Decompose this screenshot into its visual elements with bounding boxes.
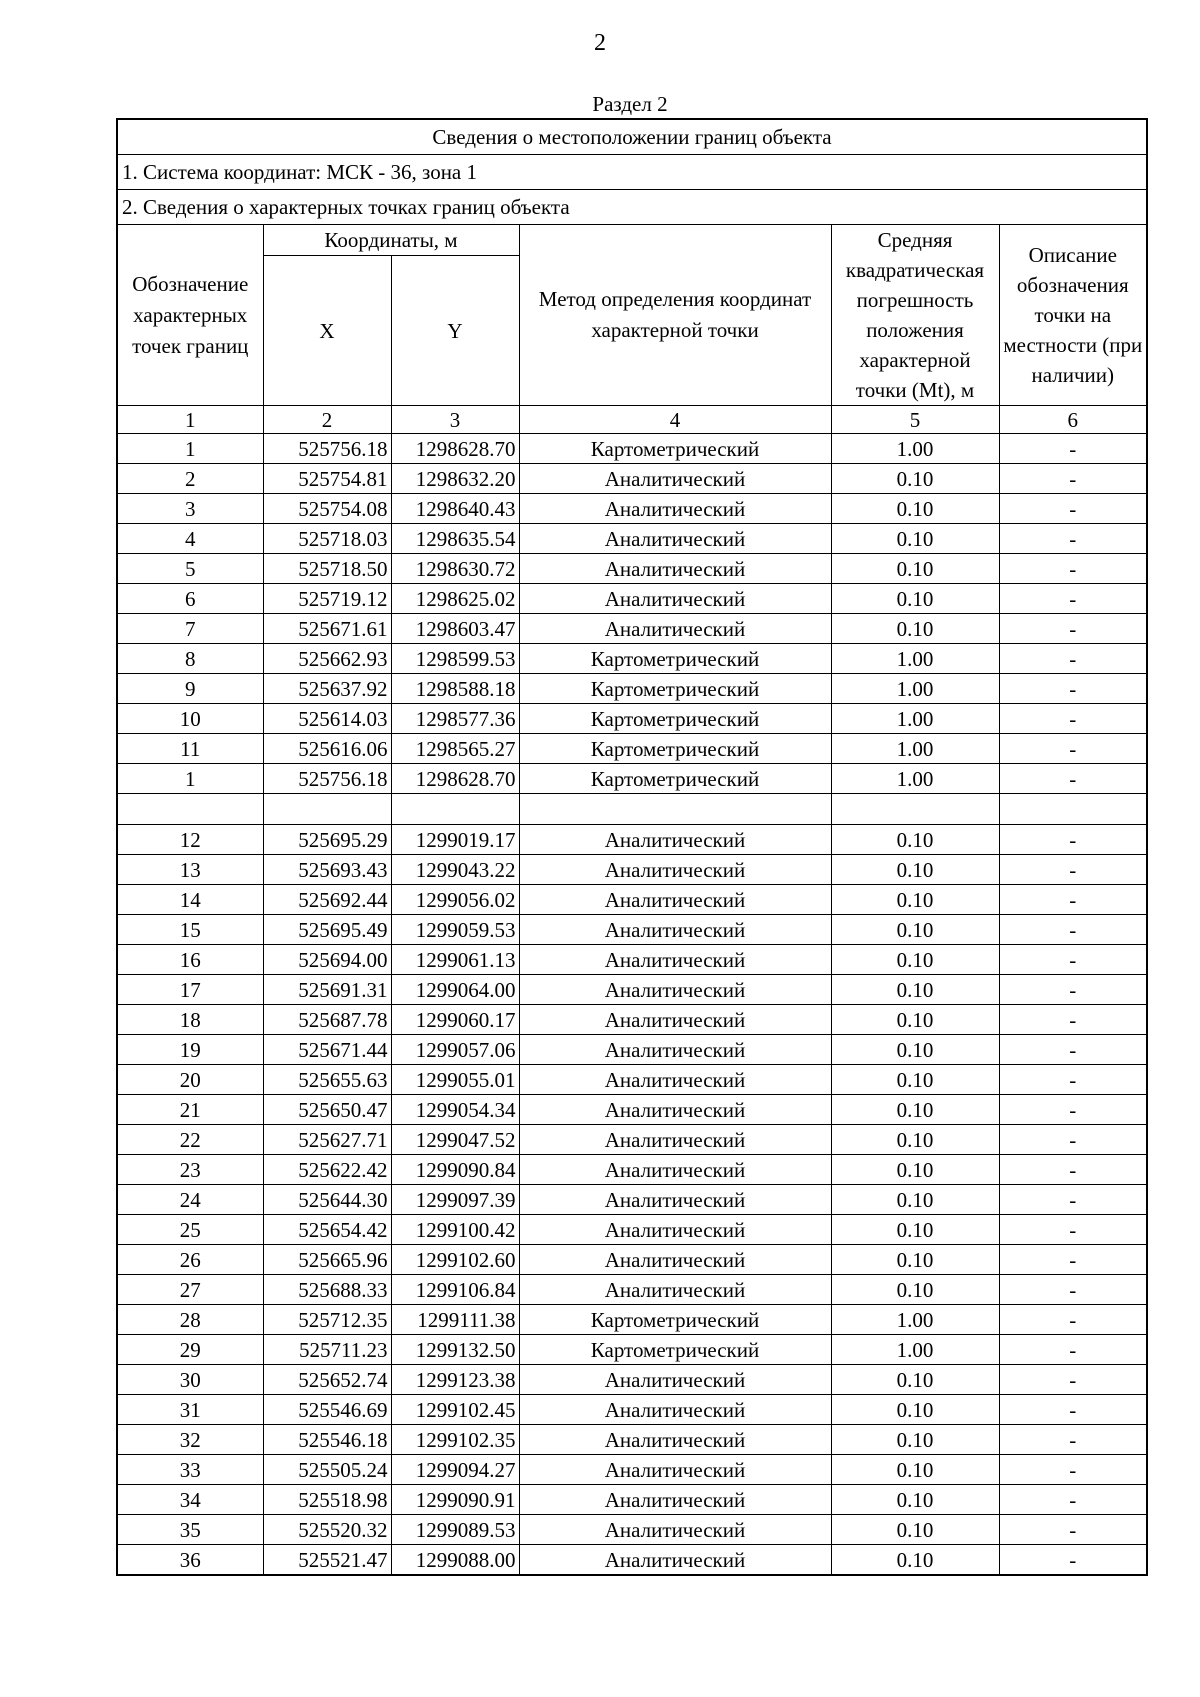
y-coordinate-cell: 1298577.36: [391, 704, 519, 734]
point-number-cell: 30: [117, 1365, 263, 1395]
x-coordinate-cell: 525719.12: [263, 584, 391, 614]
method-cell: Картометрический: [519, 704, 831, 734]
method-cell: Картометрический: [519, 1305, 831, 1335]
table-row: [117, 644, 1147, 674]
point-number-cell: 23: [117, 1155, 263, 1185]
error-cell: 0.10: [831, 1425, 999, 1455]
x-coordinate-cell: 525637.92: [263, 674, 391, 704]
table-row: [117, 1155, 1147, 1185]
empty-cell: [519, 794, 831, 825]
method-cell: Аналитический: [519, 1065, 831, 1095]
x-coordinate-cell: 525662.93: [263, 644, 391, 674]
y-coordinate-cell: 1298630.72: [391, 554, 519, 584]
y-coordinate-cell: 1299094.27: [391, 1455, 519, 1485]
point-number-cell: 7: [117, 614, 263, 644]
separator-row: [117, 794, 1147, 825]
method-cell: Аналитический: [519, 915, 831, 945]
description-cell: -: [999, 1275, 1147, 1305]
x-coordinate-cell: 525665.96: [263, 1245, 391, 1275]
description-cell: -: [999, 1155, 1147, 1185]
table-row: [117, 1545, 1147, 1576]
error-cell: 1.00: [831, 644, 999, 674]
x-coordinate-cell: 525695.49: [263, 915, 391, 945]
error-cell: 1.00: [831, 1335, 999, 1365]
point-number-cell: 31: [117, 1395, 263, 1425]
x-coordinate-cell: 525622.42: [263, 1155, 391, 1185]
table-row: [117, 584, 1147, 614]
x-coordinate-cell: 525616.06: [263, 734, 391, 764]
table-title: Сведения о местоположении границ объекта: [117, 119, 1147, 155]
point-number-cell: 35: [117, 1515, 263, 1545]
method-cell: Аналитический: [519, 1245, 831, 1275]
x-coordinate-cell: 525694.00: [263, 945, 391, 975]
x-coordinate-cell: 525671.61: [263, 614, 391, 644]
error-cell: 0.10: [831, 1065, 999, 1095]
header-error: Средняя квадратическая погрешность положения характерной точки (Mt), м: [831, 225, 999, 406]
y-coordinate-cell: 1299047.52: [391, 1125, 519, 1155]
y-coordinate-cell: 1298635.54: [391, 524, 519, 554]
point-number-cell: 8: [117, 644, 263, 674]
description-cell: -: [999, 1425, 1147, 1455]
description-cell: -: [999, 1455, 1147, 1485]
y-coordinate-cell: 1299088.00: [391, 1545, 519, 1576]
point-number-cell: 28: [117, 1305, 263, 1335]
description-cell: -: [999, 764, 1147, 794]
description-cell: -: [999, 1125, 1147, 1155]
point-number-cell: 4: [117, 524, 263, 554]
method-cell: Аналитический: [519, 1275, 831, 1305]
section-title: Раздел 2: [592, 92, 668, 116]
method-cell: Аналитический: [519, 1515, 831, 1545]
point-number-cell: 15: [117, 915, 263, 945]
error-cell: 0.10: [831, 1155, 999, 1185]
description-cell: -: [999, 1365, 1147, 1395]
error-cell: 0.10: [831, 1125, 999, 1155]
y-coordinate-cell: 1299054.34: [391, 1095, 519, 1125]
error-cell: 1.00: [831, 674, 999, 704]
x-coordinate-cell: 525671.44: [263, 1035, 391, 1065]
error-cell: 0.10: [831, 554, 999, 584]
method-cell: Аналитический: [519, 614, 831, 644]
x-coordinate-cell: 525520.32: [263, 1515, 391, 1545]
description-cell: -: [999, 1395, 1147, 1425]
point-number-cell: 14: [117, 885, 263, 915]
description-cell: -: [999, 915, 1147, 945]
description-cell: -: [999, 1545, 1147, 1576]
table-row: [117, 464, 1147, 494]
points-caption: 2. Сведения о характерных точках границ объекта: [117, 190, 1147, 225]
error-cell: 1.00: [831, 764, 999, 794]
page-number: 2: [594, 30, 606, 56]
error-cell: 0.10: [831, 1215, 999, 1245]
x-coordinate-cell: 525652.74: [263, 1365, 391, 1395]
error-cell: 0.10: [831, 945, 999, 975]
table-row: [117, 1515, 1147, 1545]
x-coordinate-cell: 525546.69: [263, 1395, 391, 1425]
x-coordinate-cell: 525644.30: [263, 1185, 391, 1215]
table-row: [117, 945, 1147, 975]
y-coordinate-cell: 1298628.70: [391, 764, 519, 794]
x-coordinate-cell: 525614.03: [263, 704, 391, 734]
error-cell: 0.10: [831, 584, 999, 614]
point-number-cell: 12: [117, 825, 263, 855]
header-description: Описание обозначения точки на местности (при наличии): [999, 225, 1147, 406]
table-row: [117, 1215, 1147, 1245]
point-number-cell: 10: [117, 704, 263, 734]
x-coordinate-cell: 525718.03: [263, 524, 391, 554]
table-row: [117, 764, 1147, 794]
table-row: [117, 1395, 1147, 1425]
header-x: X: [263, 256, 391, 406]
table-row: [117, 1305, 1147, 1335]
table-row: [117, 1455, 1147, 1485]
y-coordinate-cell: 1299100.42: [391, 1215, 519, 1245]
method-cell: Аналитический: [519, 855, 831, 885]
method-cell: Аналитический: [519, 554, 831, 584]
description-cell: -: [999, 584, 1147, 614]
header-y: Y: [391, 256, 519, 406]
point-number-cell: 5: [117, 554, 263, 584]
table-row: [117, 1005, 1147, 1035]
point-number-cell: 22: [117, 1125, 263, 1155]
y-coordinate-cell: 1298603.47: [391, 614, 519, 644]
x-coordinate-cell: 525718.50: [263, 554, 391, 584]
point-number-cell: 11: [117, 734, 263, 764]
point-number-cell: 26: [117, 1245, 263, 1275]
empty-cell: [391, 794, 519, 825]
x-coordinate-cell: 525505.24: [263, 1455, 391, 1485]
column-number: 2: [263, 406, 391, 434]
table-row: [117, 434, 1147, 464]
point-number-cell: 34: [117, 1485, 263, 1515]
method-cell: Аналитический: [519, 1185, 831, 1215]
error-cell: 0.10: [831, 494, 999, 524]
header-method: Метод определения координат характерной точки: [519, 225, 831, 406]
empty-cell: [117, 794, 263, 825]
table-row: [117, 975, 1147, 1005]
y-coordinate-cell: 1299123.38: [391, 1365, 519, 1395]
method-cell: Аналитический: [519, 885, 831, 915]
point-number-cell: 32: [117, 1425, 263, 1455]
y-coordinate-cell: 1299056.02: [391, 885, 519, 915]
y-coordinate-cell: 1299057.06: [391, 1035, 519, 1065]
description-cell: -: [999, 614, 1147, 644]
error-cell: 0.10: [831, 1485, 999, 1515]
table-row: [117, 524, 1147, 554]
y-coordinate-cell: 1299019.17: [391, 825, 519, 855]
table-row: [117, 1095, 1147, 1125]
description-cell: -: [999, 1065, 1147, 1095]
x-coordinate-cell: 525695.29: [263, 825, 391, 855]
y-coordinate-cell: 1299060.17: [391, 1005, 519, 1035]
y-coordinate-cell: 1299061.13: [391, 945, 519, 975]
point-number-cell: 25: [117, 1215, 263, 1245]
error-cell: 0.10: [831, 464, 999, 494]
error-cell: 0.10: [831, 915, 999, 945]
method-cell: Аналитический: [519, 1155, 831, 1185]
header-point-designation: Обозначение характерных точек границ: [117, 225, 263, 406]
error-cell: 0.10: [831, 1005, 999, 1035]
point-number-cell: 18: [117, 1005, 263, 1035]
error-cell: 0.10: [831, 1395, 999, 1425]
description-cell: -: [999, 434, 1147, 464]
description-cell: -: [999, 464, 1147, 494]
table-row: [117, 1425, 1147, 1455]
description-cell: -: [999, 1245, 1147, 1275]
description-cell: -: [999, 1185, 1147, 1215]
method-cell: Картометрический: [519, 674, 831, 704]
method-cell: Аналитический: [519, 1455, 831, 1485]
method-cell: Аналитический: [519, 1035, 831, 1065]
x-coordinate-cell: 525691.31: [263, 975, 391, 1005]
y-coordinate-cell: 1299102.35: [391, 1425, 519, 1455]
error-cell: 0.10: [831, 1185, 999, 1215]
description-cell: -: [999, 704, 1147, 734]
description-cell: -: [999, 825, 1147, 855]
table-row: [117, 1365, 1147, 1395]
point-number-cell: 2: [117, 464, 263, 494]
method-cell: Аналитический: [519, 975, 831, 1005]
coordinate-system: 1. Система координат: МСК - 36, зона 1: [117, 155, 1147, 190]
y-coordinate-cell: 1299102.60: [391, 1245, 519, 1275]
method-cell: Аналитический: [519, 494, 831, 524]
y-coordinate-cell: 1299064.00: [391, 975, 519, 1005]
point-number-cell: 36: [117, 1545, 263, 1576]
y-coordinate-cell: 1298625.02: [391, 584, 519, 614]
y-coordinate-cell: 1299111.38: [391, 1305, 519, 1335]
table-row: [117, 704, 1147, 734]
x-coordinate-cell: 525754.08: [263, 494, 391, 524]
description-cell: -: [999, 554, 1147, 584]
method-cell: Аналитический: [519, 584, 831, 614]
method-cell: Картометрический: [519, 644, 831, 674]
x-coordinate-cell: 525687.78: [263, 1005, 391, 1035]
method-cell: Аналитический: [519, 1425, 831, 1455]
x-coordinate-cell: 525518.98: [263, 1485, 391, 1515]
method-cell: Аналитический: [519, 1125, 831, 1155]
table-row: [117, 1335, 1147, 1365]
point-number-cell: 27: [117, 1275, 263, 1305]
point-number-cell: 3: [117, 494, 263, 524]
y-coordinate-cell: 1299106.84: [391, 1275, 519, 1305]
table-row: [117, 855, 1147, 885]
table-row: [117, 1275, 1147, 1305]
empty-cell: [831, 794, 999, 825]
error-cell: 0.10: [831, 1545, 999, 1576]
point-number-cell: 29: [117, 1335, 263, 1365]
empty-cell: [999, 794, 1147, 825]
description-cell: -: [999, 1485, 1147, 1515]
error-cell: 0.10: [831, 825, 999, 855]
point-number-cell: 19: [117, 1035, 263, 1065]
x-coordinate-cell: 525693.43: [263, 855, 391, 885]
table-row: [117, 1035, 1147, 1065]
description-cell: -: [999, 945, 1147, 975]
table-row: [117, 825, 1147, 855]
y-coordinate-cell: 1298632.20: [391, 464, 519, 494]
method-cell: Аналитический: [519, 1545, 831, 1576]
error-cell: 0.10: [831, 1095, 999, 1125]
error-cell: 1.00: [831, 1305, 999, 1335]
table-row: [117, 1065, 1147, 1095]
method-cell: Картометрический: [519, 434, 831, 464]
description-cell: -: [999, 734, 1147, 764]
column-number: 5: [831, 406, 999, 434]
y-coordinate-cell: 1299132.50: [391, 1335, 519, 1365]
error-cell: 0.10: [831, 855, 999, 885]
description-cell: -: [999, 1005, 1147, 1035]
y-coordinate-cell: 1299059.53: [391, 915, 519, 945]
method-cell: Аналитический: [519, 1095, 831, 1125]
x-coordinate-cell: 525756.18: [263, 434, 391, 464]
y-coordinate-cell: 1298599.53: [391, 644, 519, 674]
method-cell: Картометрический: [519, 764, 831, 794]
x-coordinate-cell: 525688.33: [263, 1275, 391, 1305]
point-number-cell: 21: [117, 1095, 263, 1125]
header-coordinates: Координаты, м: [263, 225, 519, 256]
method-cell: Аналитический: [519, 464, 831, 494]
description-cell: -: [999, 1335, 1147, 1365]
point-number-cell: 1: [117, 764, 263, 794]
column-numbers-row: [117, 406, 1147, 434]
description-cell: -: [999, 494, 1147, 524]
description-cell: -: [999, 1515, 1147, 1545]
point-number-cell: 20: [117, 1065, 263, 1095]
column-number: 3: [391, 406, 519, 434]
error-cell: 0.10: [831, 885, 999, 915]
point-number-cell: 33: [117, 1455, 263, 1485]
point-number-cell: 17: [117, 975, 263, 1005]
table-row: [117, 885, 1147, 915]
column-number: 4: [519, 406, 831, 434]
error-cell: 0.10: [831, 1515, 999, 1545]
y-coordinate-cell: 1299055.01: [391, 1065, 519, 1095]
empty-cell: [263, 794, 391, 825]
table-row: [117, 1185, 1147, 1215]
method-cell: Аналитический: [519, 825, 831, 855]
method-cell: Аналитический: [519, 524, 831, 554]
description-cell: -: [999, 1095, 1147, 1125]
column-number: 1: [117, 406, 263, 434]
y-coordinate-cell: 1298628.70: [391, 434, 519, 464]
point-number-cell: 1: [117, 434, 263, 464]
method-cell: Аналитический: [519, 1005, 831, 1035]
table-row: [117, 915, 1147, 945]
x-coordinate-cell: 525546.18: [263, 1425, 391, 1455]
description-cell: -: [999, 1215, 1147, 1245]
table-row: [117, 734, 1147, 764]
y-coordinate-cell: 1299097.39: [391, 1185, 519, 1215]
description-cell: -: [999, 855, 1147, 885]
x-coordinate-cell: 525655.63: [263, 1065, 391, 1095]
x-coordinate-cell: 525756.18: [263, 764, 391, 794]
point-number-cell: 16: [117, 945, 263, 975]
x-coordinate-cell: 525692.44: [263, 885, 391, 915]
x-coordinate-cell: 525521.47: [263, 1545, 391, 1576]
method-cell: Аналитический: [519, 1365, 831, 1395]
description-cell: -: [999, 885, 1147, 915]
method-cell: Аналитический: [519, 945, 831, 975]
description-cell: -: [999, 1035, 1147, 1065]
error-cell: 0.10: [831, 614, 999, 644]
error-cell: 1.00: [831, 734, 999, 764]
table-row: [117, 1125, 1147, 1155]
method-cell: Аналитический: [519, 1485, 831, 1515]
y-coordinate-cell: 1298565.27: [391, 734, 519, 764]
x-coordinate-cell: 525627.71: [263, 1125, 391, 1155]
point-number-cell: 24: [117, 1185, 263, 1215]
table-row: [117, 674, 1147, 704]
table-row: [117, 1485, 1147, 1515]
table-row: [117, 614, 1147, 644]
x-coordinate-cell: 525650.47: [263, 1095, 391, 1125]
point-number-cell: 6: [117, 584, 263, 614]
y-coordinate-cell: 1299102.45: [391, 1395, 519, 1425]
error-cell: 1.00: [831, 434, 999, 464]
point-number-cell: 13: [117, 855, 263, 885]
column-number: 6: [999, 406, 1147, 434]
error-cell: 0.10: [831, 1455, 999, 1485]
description-cell: -: [999, 975, 1147, 1005]
y-coordinate-cell: 1298588.18: [391, 674, 519, 704]
table-row: [117, 554, 1147, 584]
y-coordinate-cell: 1299043.22: [391, 855, 519, 885]
x-coordinate-cell: 525712.35: [263, 1305, 391, 1335]
description-cell: -: [999, 524, 1147, 554]
error-cell: 0.10: [831, 1035, 999, 1065]
method-cell: Аналитический: [519, 1215, 831, 1245]
error-cell: 0.10: [831, 975, 999, 1005]
error-cell: 1.00: [831, 704, 999, 734]
x-coordinate-cell: 525654.42: [263, 1215, 391, 1245]
method-cell: Аналитический: [519, 1395, 831, 1425]
method-cell: Картометрический: [519, 734, 831, 764]
error-cell: 0.10: [831, 1275, 999, 1305]
x-coordinate-cell: 525711.23: [263, 1335, 391, 1365]
description-cell: -: [999, 1305, 1147, 1335]
error-cell: 0.10: [831, 1365, 999, 1395]
y-coordinate-cell: 1299089.53: [391, 1515, 519, 1545]
point-number-cell: 9: [117, 674, 263, 704]
table-row: [117, 494, 1147, 524]
y-coordinate-cell: 1299090.84: [391, 1155, 519, 1185]
method-cell: Картометрический: [519, 1335, 831, 1365]
error-cell: 0.10: [831, 524, 999, 554]
table-row: [117, 1245, 1147, 1275]
error-cell: 0.10: [831, 1245, 999, 1275]
description-cell: -: [999, 674, 1147, 704]
x-coordinate-cell: 525754.81: [263, 464, 391, 494]
description-cell: -: [999, 644, 1147, 674]
y-coordinate-cell: 1298640.43: [391, 494, 519, 524]
y-coordinate-cell: 1299090.91: [391, 1485, 519, 1515]
boundary-points-table: [116, 118, 1148, 1576]
